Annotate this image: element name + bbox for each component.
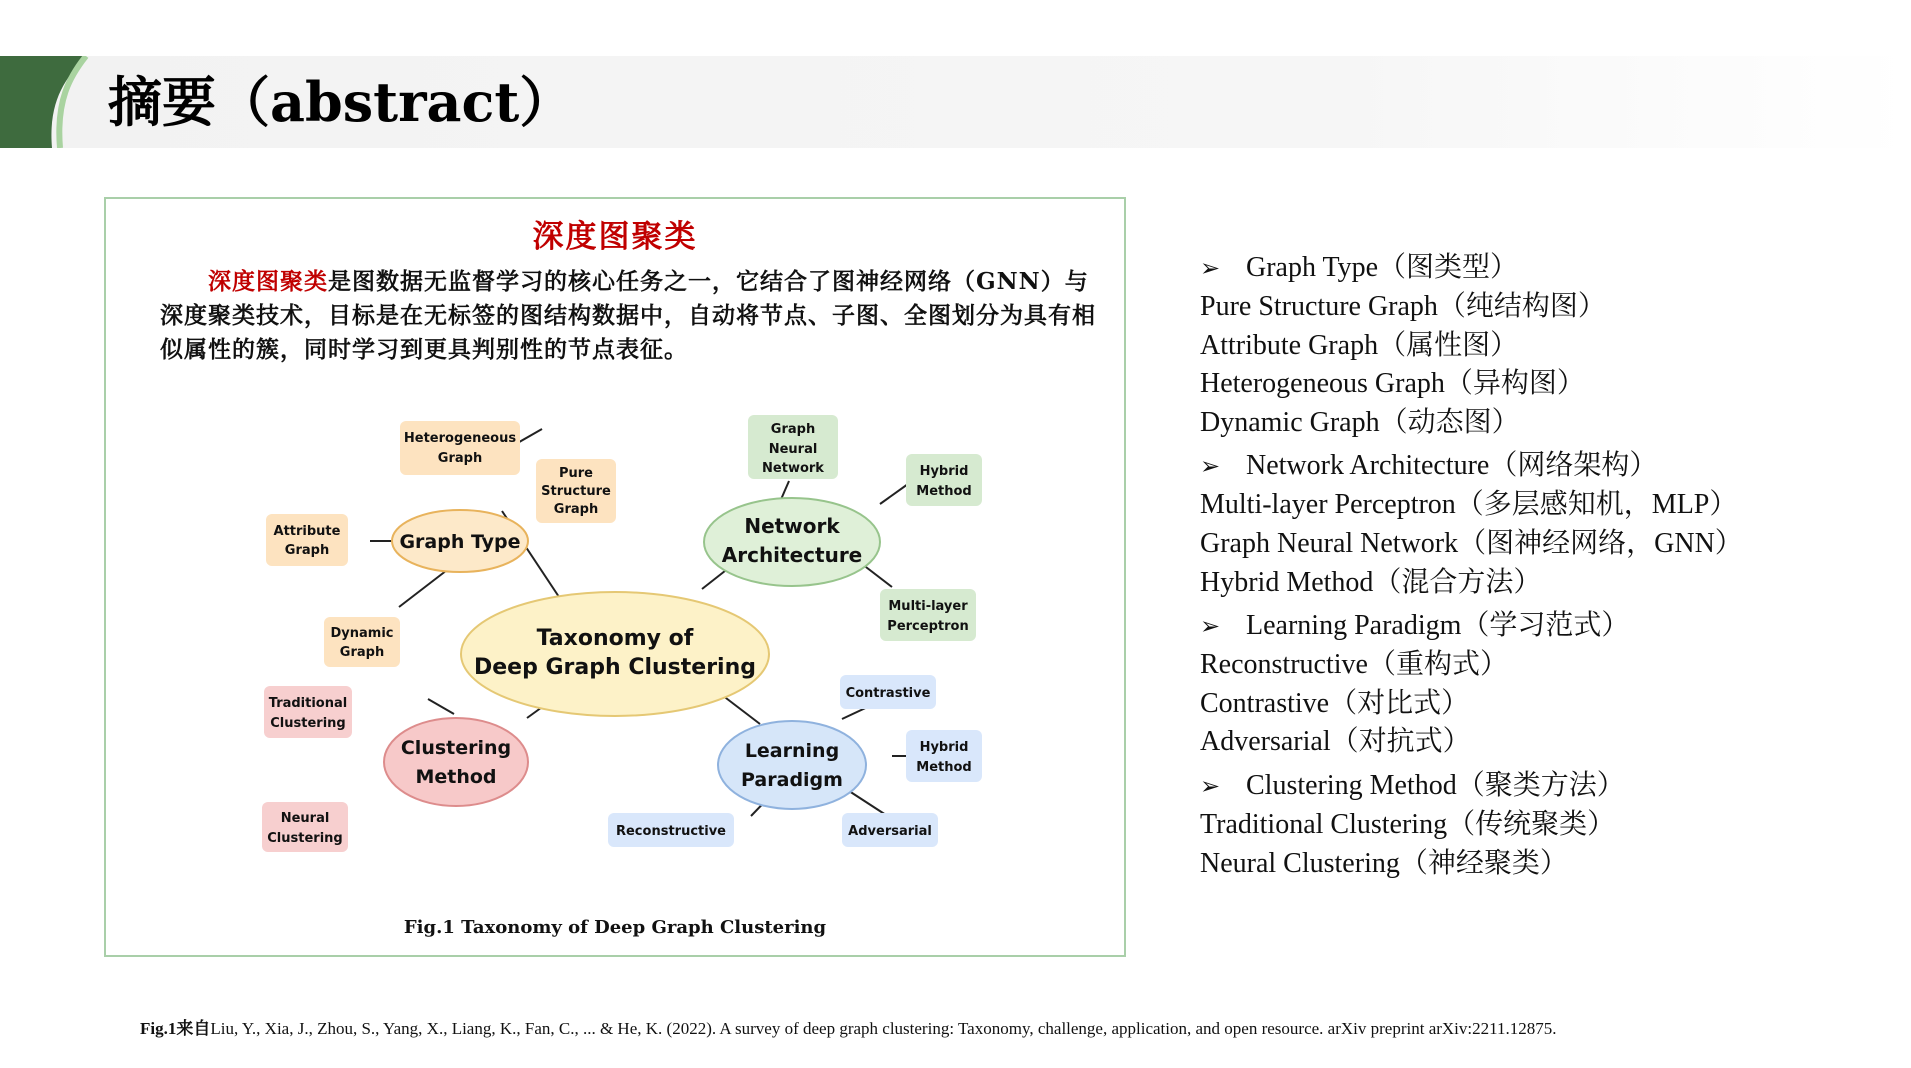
figure-description-highlight: 深度图聚类 [208, 268, 328, 295]
bullet-arrow-icon: ➢ [1200, 771, 1221, 800]
taxonomy-category: ➢ Clustering Method（聚类方法） [1200, 766, 1880, 806]
center-node-line2: Deep Graph Clustering [473, 655, 757, 680]
figure-citation [140, 1014, 1557, 1039]
node-network-hybrid-method [906, 454, 982, 506]
taxonomy-group-graph-type [1200, 248, 1880, 442]
taxonomy-item: Pure Structure Graph（纯结构图） [1200, 291, 1606, 322]
taxonomy-item: Traditional Clustering（传统聚类） [1200, 808, 1616, 840]
node-dynamic-graph [324, 617, 400, 667]
taxonomy-item: Contrastive（对比式） [1200, 687, 1470, 719]
svg-text:Clustering: Clustering [400, 737, 512, 759]
svg-text:Method: Method [415, 766, 497, 788]
center-node-line1: Taxonomy of [536, 626, 694, 651]
svg-text:Neural: Neural [768, 442, 818, 457]
svg-text:Traditional: Traditional [268, 696, 348, 711]
svg-text:Architecture: Architecture [721, 543, 863, 567]
svg-text:Network: Network [762, 461, 824, 476]
svg-text:Perceptron: Perceptron [887, 619, 969, 634]
bullet-arrow-icon: ➢ [1200, 612, 1221, 641]
figure-panel [104, 197, 1126, 957]
slide-title: 摘要（abstract） [108, 70, 574, 134]
svg-text:Attribute: Attribute [273, 524, 341, 539]
taxonomy-category: ➢ Learning Paradigm（学习范式） [1200, 606, 1880, 646]
svg-text:Network: Network [744, 514, 840, 538]
node-traditional-clustering [264, 686, 352, 738]
svg-text:Adversarial: Adversarial [848, 824, 932, 839]
taxonomy-group-learning-paradigm [1200, 606, 1880, 762]
figure-description-text: 是图数据无监督学习的核心任务之一，它结合了图神经网络（GNN）与深度聚类技术，目标是在无标签的图结构数据中，自动将节点、子图、全图划分为具有相似属性的簇，同时学习到更具判别性的节点表征。 [160, 268, 1096, 363]
taxonomy-item: Multi-layer Perceptron（多层感知机，MLP） [1200, 489, 1738, 521]
node-graph-type-label: Graph Type [399, 531, 521, 553]
taxonomy-group-clustering-method [1200, 766, 1880, 883]
bullet-arrow-icon: ➢ [1200, 254, 1221, 282]
svg-text:Multi-layer: Multi-layer [888, 599, 968, 614]
svg-text:Graph: Graph [553, 502, 599, 517]
svg-text:Method: Method [916, 760, 972, 775]
citation-prefix: Fig.1来自 [140, 1019, 211, 1038]
svg-text:Graph: Graph [437, 451, 483, 466]
taxonomy-category: ➢ Network Architecture（网络架构） [1200, 446, 1880, 486]
svg-text:Pure: Pure [558, 466, 594, 481]
svg-text:Graph: Graph [284, 543, 330, 558]
taxonomy-mindmap [106, 199, 1128, 959]
svg-text:Clustering: Clustering [267, 831, 343, 846]
node-attribute-graph [266, 514, 348, 566]
node-network-architecture [704, 498, 880, 586]
taxonomy-item: Neural Clustering（神经聚类） [1200, 847, 1568, 879]
taxonomy-outline [1200, 244, 1880, 883]
svg-text:Reconstructive: Reconstructive [615, 824, 727, 839]
node-graph-type [392, 510, 528, 572]
svg-text:Graph: Graph [339, 645, 385, 660]
node-clustering-method [384, 718, 528, 806]
node-learning-hybrid-method [906, 730, 982, 782]
mindmap-center-node [461, 592, 769, 716]
svg-text:Paradigm: Paradigm [741, 769, 843, 791]
taxonomy-item: Graph Neural Network（图神经网络，GNN） [1200, 527, 1743, 559]
taxonomy-item: Dynamic Graph（动态图） [1200, 406, 1520, 438]
taxonomy-item: Hybrid Method（混合方法） [1200, 566, 1542, 598]
node-contrastive [840, 675, 936, 709]
svg-text:Method: Method [916, 484, 972, 499]
figure-heading: 深度图聚类 [532, 219, 698, 255]
svg-text:Contrastive: Contrastive [845, 686, 931, 701]
node-multi-layer-perceptron [880, 589, 976, 641]
node-pure-structure-graph [536, 459, 616, 523]
svg-text:Heterogeneous: Heterogeneous [403, 431, 517, 446]
svg-text:Hybrid: Hybrid [919, 464, 969, 479]
svg-text:Graph: Graph [770, 422, 816, 437]
svg-text:Clustering: Clustering [270, 716, 346, 731]
citation-text: Liu, Y., Xia, J., Zhou, S., Yang, X., Liang, K., Fan, C., ... & He, K. (2022). A survey of deep graph clustering: Taxonomy, challenge, application, and open resource. arXiv preprint arXiv:2211.12875. [210, 1019, 1557, 1038]
taxonomy-item: Adversarial（对抗式） [1200, 726, 1471, 758]
taxonomy-group-network-architecture [1200, 446, 1880, 602]
taxonomy-category: ➢ Graph Type（图类型） [1200, 248, 1880, 288]
svg-text:Neural: Neural [280, 811, 330, 826]
svg-text:Structure: Structure [541, 484, 611, 499]
node-adversarial [842, 813, 938, 847]
taxonomy-item: Reconstructive（重构式） [1200, 649, 1508, 681]
taxonomy-item: Heterogeneous Graph（异构图） [1200, 368, 1585, 400]
bullet-arrow-icon: ➢ [1200, 452, 1221, 481]
taxonomy-item: Attribute Graph（属性图） [1200, 329, 1519, 361]
node-graph-neural-network [748, 415, 838, 479]
figure-caption: Fig.1 Taxonomy of Deep Graph Clustering [403, 917, 827, 938]
title-accent-decoration [0, 56, 90, 148]
node-reconstructive [608, 813, 734, 847]
svg-text:Learning: Learning [744, 740, 840, 762]
node-learning-paradigm [718, 721, 866, 809]
svg-text:Dynamic: Dynamic [330, 626, 394, 641]
node-neural-clustering [262, 802, 348, 852]
svg-text:Hybrid: Hybrid [919, 740, 969, 755]
node-heterogeneous-graph [400, 421, 520, 475]
